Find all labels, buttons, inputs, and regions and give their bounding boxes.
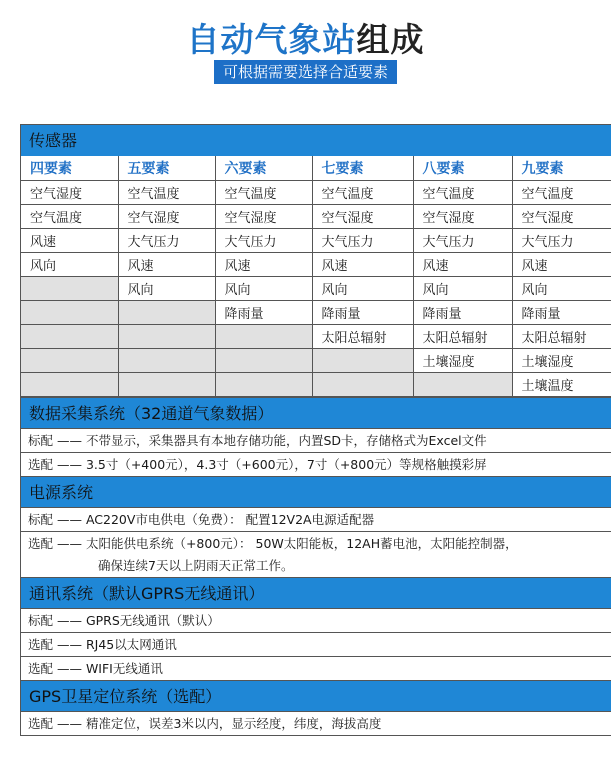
subtitle-wrapper [0, 60, 611, 84]
data-acquisition-standard: 标配 —— 不带显示，采集器具有本地存储功能，内置SD卡，存储格式为Excel文件 [21, 428, 611, 452]
sensor-cell: 土壤湿度 [512, 348, 611, 372]
sensor-cell: 空气湿度 [512, 204, 611, 228]
power-system-standard: 标配 —— AC220V市电供电（免费）： 配置12V2A电源适配器 [21, 507, 611, 531]
sensor-cell: 风向 [118, 276, 215, 300]
sensor-cell: 降雨量 [413, 300, 512, 324]
sensor-cell: 空气湿度 [118, 204, 215, 228]
sensor-section-header: 传感器 [21, 124, 611, 156]
sensor-cell [21, 372, 118, 396]
sensor-cell [21, 324, 118, 348]
sensor-cell: 风速 [21, 228, 118, 252]
sensor-cell: 风速 [118, 252, 215, 276]
sensor-column-header: 九要素 [512, 156, 611, 180]
sensor-cell: 空气湿度 [215, 204, 312, 228]
communication-standard: 标配 —— GPRS无线通讯（默认） [21, 608, 611, 632]
data-acquisition-header: 数据采集系统（32通道气象数据） [21, 397, 611, 428]
table-row [21, 252, 611, 276]
sensor-cell: 太阳总辐射 [312, 324, 413, 348]
sensor-column-header: 八要素 [413, 156, 512, 180]
page-header [0, 0, 611, 118]
sensor-cell: 土壤温度 [512, 372, 611, 396]
sensor-cell [312, 372, 413, 396]
sensor-cell: 空气温度 [413, 180, 512, 204]
sensor-cell: 空气湿度 [413, 204, 512, 228]
spec-sheet [20, 124, 611, 736]
sensor-column-header: 七要素 [312, 156, 413, 180]
sensor-cell [413, 372, 512, 396]
sensor-cell: 降雨量 [512, 300, 611, 324]
table-row [21, 228, 611, 252]
power-system-optional: 选配 —— 太阳能供电系统（+800元）： 50W太阳能板，12AH蓄电池，太阳能控制器， [21, 531, 611, 554]
sensor-cell: 风向 [21, 252, 118, 276]
sensor-cell: 空气湿度 [21, 180, 118, 204]
sensor-cell [312, 348, 413, 372]
sensor-cell: 空气温度 [312, 180, 413, 204]
sensor-cell [215, 324, 312, 348]
sensor-cell: 风向 [215, 276, 312, 300]
sensor-column-header: 五要素 [118, 156, 215, 180]
title-rest: 组成 [356, 20, 425, 59]
sensor-cell: 太阳总辐射 [413, 324, 512, 348]
sensor-cell: 大气压力 [118, 228, 215, 252]
page-title [0, 14, 611, 61]
sensor-cell [21, 300, 118, 324]
sensor-cell [215, 348, 312, 372]
sensor-table [21, 156, 611, 397]
table-row [21, 348, 611, 372]
communication-header: 通讯系统（默认GPRS无线通讯） [21, 577, 611, 608]
table-row [21, 276, 611, 300]
sensor-cell: 空气温度 [512, 180, 611, 204]
sensor-cell [118, 300, 215, 324]
sensor-cell: 风速 [312, 252, 413, 276]
sensor-cell [118, 324, 215, 348]
sensor-cell: 大气压力 [215, 228, 312, 252]
sensor-cell: 风向 [512, 276, 611, 300]
sensor-cell: 风速 [215, 252, 312, 276]
sensor-cell [21, 276, 118, 300]
sensor-cell: 降雨量 [215, 300, 312, 324]
sensor-cell: 大气压力 [512, 228, 611, 252]
sensor-cell: 降雨量 [312, 300, 413, 324]
sensor-cell: 空气温度 [118, 180, 215, 204]
sensor-cell [118, 348, 215, 372]
sensor-cell: 太阳总辐射 [512, 324, 611, 348]
title-highlight: 自动气象站 [186, 20, 357, 59]
table-row [21, 324, 611, 348]
gps-header: GPS卫星定位系统（选配） [21, 680, 611, 711]
table-row [21, 204, 611, 228]
table-row [21, 300, 611, 324]
sensor-cell: 空气温度 [215, 180, 312, 204]
sensor-cell: 空气湿度 [312, 204, 413, 228]
sensor-cell: 风速 [413, 252, 512, 276]
gps-optional: 选配 —— 精准定位，误差3米以内，显示经度，纬度，海拔高度 [21, 711, 611, 735]
communication-option-rj45: 选配 —— RJ45以太网通讯 [21, 632, 611, 656]
sensor-cell [215, 372, 312, 396]
power-system-optional-continuation: 确保连续7天以上阴雨天正常工作。 [98, 557, 294, 573]
sensor-column-header: 四要素 [21, 156, 118, 180]
sensor-cell: 风速 [512, 252, 611, 276]
sensor-cell: 大气压力 [413, 228, 512, 252]
table-row [21, 372, 611, 396]
data-acquisition-optional: 选配 —— 3.5寸（+400元），4.3寸（+600元），7寸（+800元）等规格触摸彩屏 [21, 452, 611, 476]
sensor-cell: 风向 [413, 276, 512, 300]
sensor-column-header: 六要素 [215, 156, 312, 180]
sensor-cell [118, 372, 215, 396]
sensor-cell: 风向 [312, 276, 413, 300]
sensor-cell: 空气温度 [21, 204, 118, 228]
sensor-cell: 土壤湿度 [413, 348, 512, 372]
page-subtitle: 可根据需要选择合适要素 [214, 60, 397, 84]
communication-option-wifi: 选配 —— WIFI无线通讯 [21, 656, 611, 680]
power-system-header: 电源系统 [21, 476, 611, 507]
sensor-cell [21, 348, 118, 372]
table-row [21, 180, 611, 204]
sensor-column-headers [21, 156, 611, 180]
sensor-cell: 大气压力 [312, 228, 413, 252]
